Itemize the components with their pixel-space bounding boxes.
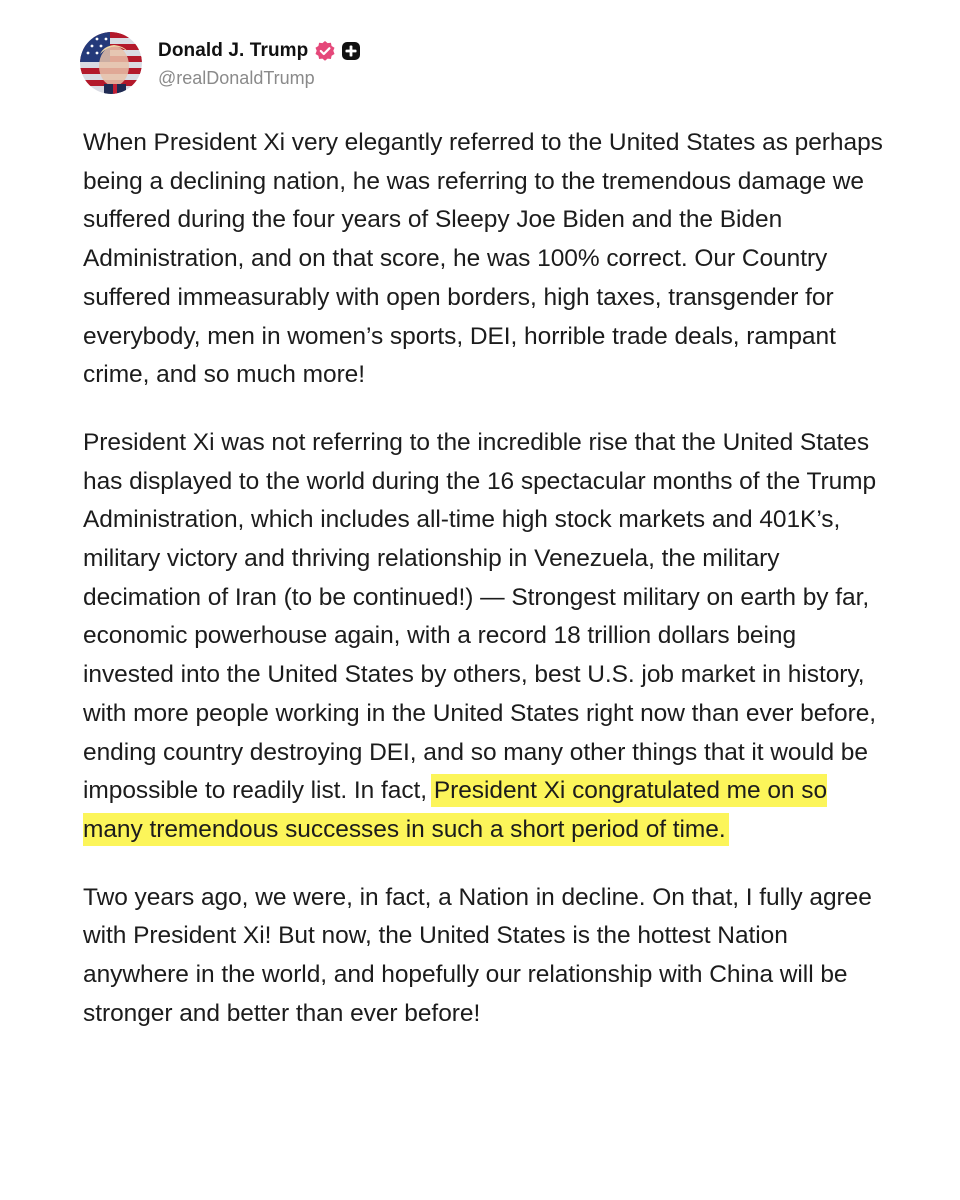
plus-badge-icon <box>341 41 361 61</box>
post-paragraph-1: When President Xi very elegantly referred to the United States as perhaps being a declining nation, he was referring to the tremendous damage we suffered during the four years of Sleepy Joe Biden and the Biden Administration, and on that score, he was 100% correct. Our Country suffered immeasurably with open borders, high taxes, transgender for everybody, men in women’s sports, DEI, horrible trade deals, rampant crime, and so much more! <box>83 129 883 389</box>
author-identity <box>158 38 361 89</box>
post-paragraph-3: Two years ago, we were, in fact, a Nation in decline. On that, I fully agree with President Xi! But now, the United States is the hottest Nation anywhere in the world, and hopefully our relationship with China will be stronger and better than ever before! <box>83 883 872 1027</box>
post-header <box>80 30 361 96</box>
name-row <box>158 38 361 64</box>
avatar[interactable] <box>80 32 142 94</box>
verified-badge-icon <box>314 40 336 62</box>
post-paragraph-2 <box>83 424 883 850</box>
author-handle[interactable]: @realDonaldTrump <box>158 67 315 88</box>
highlighted-quote: President Xi congratulated me on so many tremendous successes in such a short period of time. <box>83 777 828 843</box>
author-display-name[interactable]: Donald J. Trump <box>158 39 309 61</box>
post-body <box>83 124 883 1062</box>
paragraph-2-text: President Xi was not referring to the incredible rise that the United States has displayed to the world during the 16 spectacular months of the Trump Administration, which includes all-time high stock markets and 401K’s, military victory and thriving relationship in Venezuela, the military decimation of Iran (to be continued!) — Strongest military on earth by far, economic powerhouse again, with a record 18 trillion dollars being invested into the United States by others, best U.S. job market in history, with more people working in the United States right now than ever before, ending country destroying DEI, and so many other things that it would be impossible to readily list. In fact, <box>83 428 877 805</box>
